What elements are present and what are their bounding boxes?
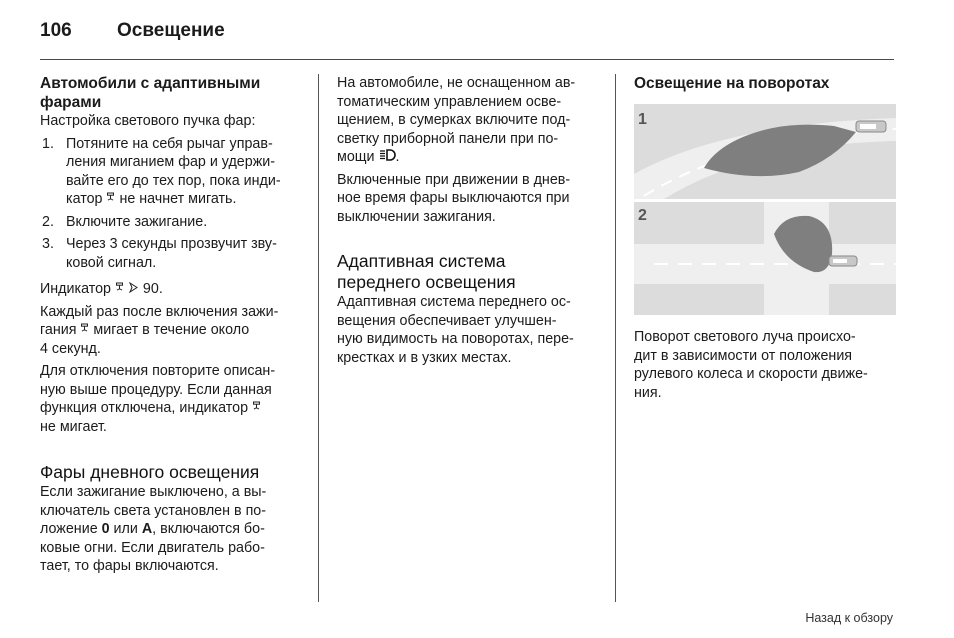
column-divider-2 xyxy=(615,74,616,602)
daytime-off-info: Включенные при движении в днев- ное время фары выключаются при выключении зажигания. xyxy=(337,171,571,225)
header-rule xyxy=(40,59,894,60)
disable-info: Для отключения повторите описан- ную выше процедуру. Если данная функция отключена, индикатор не мигает. xyxy=(40,363,276,435)
instrument-illumination-icon xyxy=(379,149,396,161)
cornering-info: Поворот светового луча происхо- дит в зависимости от положения рулевого колеса и скорости движе- ния. xyxy=(634,329,868,401)
indicator-reference: Индикатор 90. xyxy=(40,281,163,297)
page-reference-arrow-icon xyxy=(128,282,139,293)
page-title: Освещение xyxy=(117,20,225,41)
section-title-daytime-running-lights: Фары дневного освещения xyxy=(40,462,260,482)
adjust-steps-list xyxy=(40,135,306,273)
list-item: 1. Потяните на себя рычаг управ- ления миганием фар и удержи- вайте его до тех пор, пока инди- катор не начнет мигать. xyxy=(42,135,281,207)
back-to-overview-link[interactable]: Назад к обзору xyxy=(805,611,893,625)
figure-label-1: 1 xyxy=(638,111,647,128)
column-1 xyxy=(40,74,306,576)
column-3 xyxy=(634,74,896,402)
blink-info: Каждый раз после включения зажи- гания мигает в течение около 4 секунд. xyxy=(40,303,279,357)
section-title-cornering-light: Освещение на поворотах xyxy=(634,75,830,92)
adaptive-light-indicator-icon xyxy=(252,401,261,412)
switch-position-a: A xyxy=(141,521,153,537)
cornering-light-illustration xyxy=(634,104,896,315)
afl-info: Адаптивная система переднего ос- вещения обеспечивает улучшен- ную видимость на поворотах, пере- крестках и в узких местах. xyxy=(337,294,574,366)
adjust-intro: Настройка светового пучка фар: xyxy=(40,113,256,129)
figure-label-2: 2 xyxy=(638,207,647,224)
list-item: 3. Через 3 секунды прозвучит зву- ковой сигнал. xyxy=(42,236,277,271)
column-2 xyxy=(337,74,603,367)
page-number: 106 xyxy=(40,20,72,41)
instrument-illumination-info: На автомобиле, не оснащенном ав- томатическим управлением осве- щением, в сумерках включите под- светку приборной панели при по- мощи . xyxy=(337,75,576,165)
switch-position-0: 0 xyxy=(101,521,110,537)
section-title-adaptive-front-lighting: Адаптивная система переднего освещения xyxy=(337,251,516,292)
list-item: 2. Включите зажигание. xyxy=(42,213,208,230)
page-header xyxy=(40,20,225,42)
drl-info: Если зажигание выключено, а вы- ключатель света установлен в по- ложение 0 или A, включаются бо- ковые огни. Если двигатель рабо- тает, то фары включаются. xyxy=(40,484,267,574)
column-divider-1 xyxy=(318,74,319,602)
section-title-adaptive-headlights: Автомобили с адаптивными фарами xyxy=(40,75,261,111)
adaptive-light-indicator-icon xyxy=(115,282,124,293)
